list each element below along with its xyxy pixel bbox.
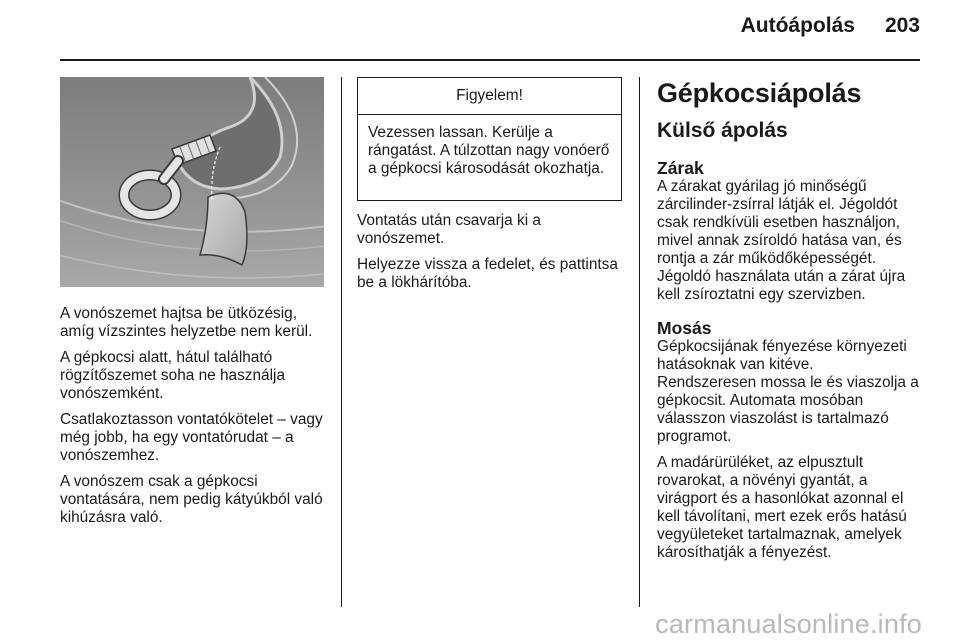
wash-section bbox=[657, 318, 922, 562]
paragraph: A vonószem csak a gépkocsi vontatására, nem pedig kátyúkból való kihúzásra való. bbox=[60, 473, 323, 526]
paragraph: Csatlakoztasson vontatókötelet – vagy még jobb, ha egy vontatórudat – a vonószemhez. bbox=[60, 411, 323, 464]
section-heading: Gépkocsiápolás bbox=[657, 78, 862, 108]
column-1 bbox=[60, 305, 328, 535]
watermark: carmanualsonline.info bbox=[655, 609, 922, 639]
paragraph: Rendszeresen mossa le és viaszolja a gépkocsit. Automata mosóban válasszon viaszolást is tartalmazó programot. bbox=[657, 374, 919, 445]
warning-box bbox=[357, 77, 622, 201]
paragraph: A gépkocsi alatt, hátul található rögzítőszemet soha ne használja vonószemként. bbox=[60, 349, 286, 402]
paragraph: A madárürüléket, az elpusztult rovarokat, a növényi gyantát, a virágport és a hasonlókat azonnal el kell távolítani, mert ezek erős hatású vegyületeket tartalmaznak, amelyek károsíthatják a fényezést. bbox=[657, 454, 907, 561]
header-rule bbox=[60, 59, 920, 61]
wash-title: Mosás bbox=[657, 318, 712, 338]
warning-title: Figyelem! bbox=[358, 78, 621, 115]
paragraph: Vontatás után csavarja ki a vonószemet. bbox=[357, 212, 541, 247]
page-number: 203 bbox=[884, 14, 920, 37]
locks-section bbox=[657, 158, 922, 304]
warning-text: Vezessen lassan. Kerülje a rángatást. A túlzottan nagy vonóerő a gépkocsi károsodását okozhatja. bbox=[368, 124, 610, 177]
column-2 bbox=[357, 212, 625, 300]
tow-eye-illustration bbox=[60, 77, 324, 287]
column-divider-2 bbox=[639, 77, 640, 607]
locks-title: Zárak bbox=[657, 158, 704, 178]
column-divider-1 bbox=[341, 77, 342, 607]
paragraph: A zárakat gyárilag jó minőségű zárcilinder-zsírral látják el. Jégoldót csak rendkívüli esetben használjon, mivel annak zsíroldó hatása van, és rontja a zár működőképességét. Jégoldó használata után a zárat újra kell zsíroztatni egy szervizben. bbox=[657, 178, 906, 303]
column-3 bbox=[657, 78, 922, 576]
subsection-heading: Külső ápolás bbox=[657, 119, 788, 142]
paragraph: Helyezze vissza a fedelet, és pattintsa be a lökhárítóba. bbox=[357, 256, 618, 291]
page-header bbox=[741, 14, 920, 50]
paragraph: Gépkocsijának fényezése környezeti hatásoknak van kitéve. bbox=[657, 338, 907, 373]
header-title: Autóápolás bbox=[740, 14, 855, 37]
paragraph: A vonószemet hajtsa be ütközésig, amíg vízszintes helyzetbe nem kerül. bbox=[60, 305, 313, 340]
